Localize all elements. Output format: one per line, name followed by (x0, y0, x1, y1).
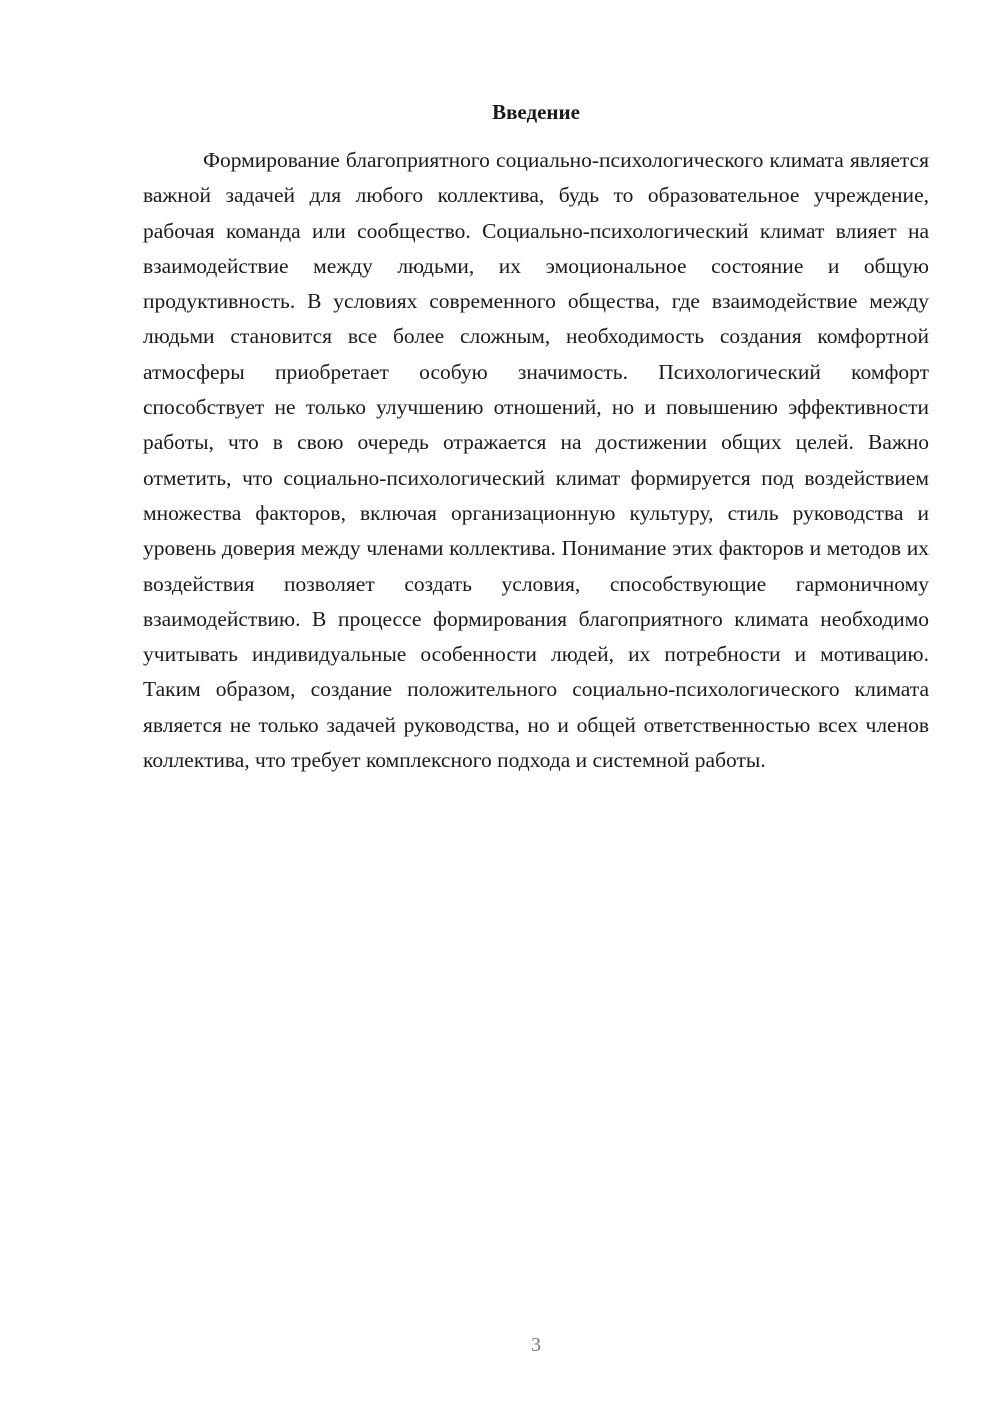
body-paragraph: Формирование благоприятного социально-психологического климата является важной задачей для любого коллектива, будь то образовательное учреждение, рабочая команда или сообщество. Социально-психологический климат влияет на взаимодействие между людьми, их эмоциональное состояние и общую продуктивность. В условиях современного общества, где взаимодействие между людьми становится все более сложным, необходимость создания комфортной атмосферы приобретает особую значимость. Психологический комфорт способствует не только улучшению отношений, но и повышению эффективности работы, что в свою очередь отражается на достижении общих целей. Важно отметить, что социально-психологический климат формируется под воздействием множества факторов, включая организационную культуру, стиль руководства и уровень доверия между членами коллектива. Понимание этих факторов и методов их воздействия позволяет создать условия, способствующие гармоничному взаимодействию. В процессе формирования благоприятного климата необходимо учитывать индивидуальные особенности людей, их потребности и мотивацию. Таким образом, создание положительного социально-психологического климата является не только задачей руководства, но и общей ответственностью всех членов коллектива, что требует комплексного подхода и системной работы. (143, 148, 929, 773)
section-title: Введение (492, 100, 580, 124)
page-number: 3 (531, 1334, 541, 1356)
